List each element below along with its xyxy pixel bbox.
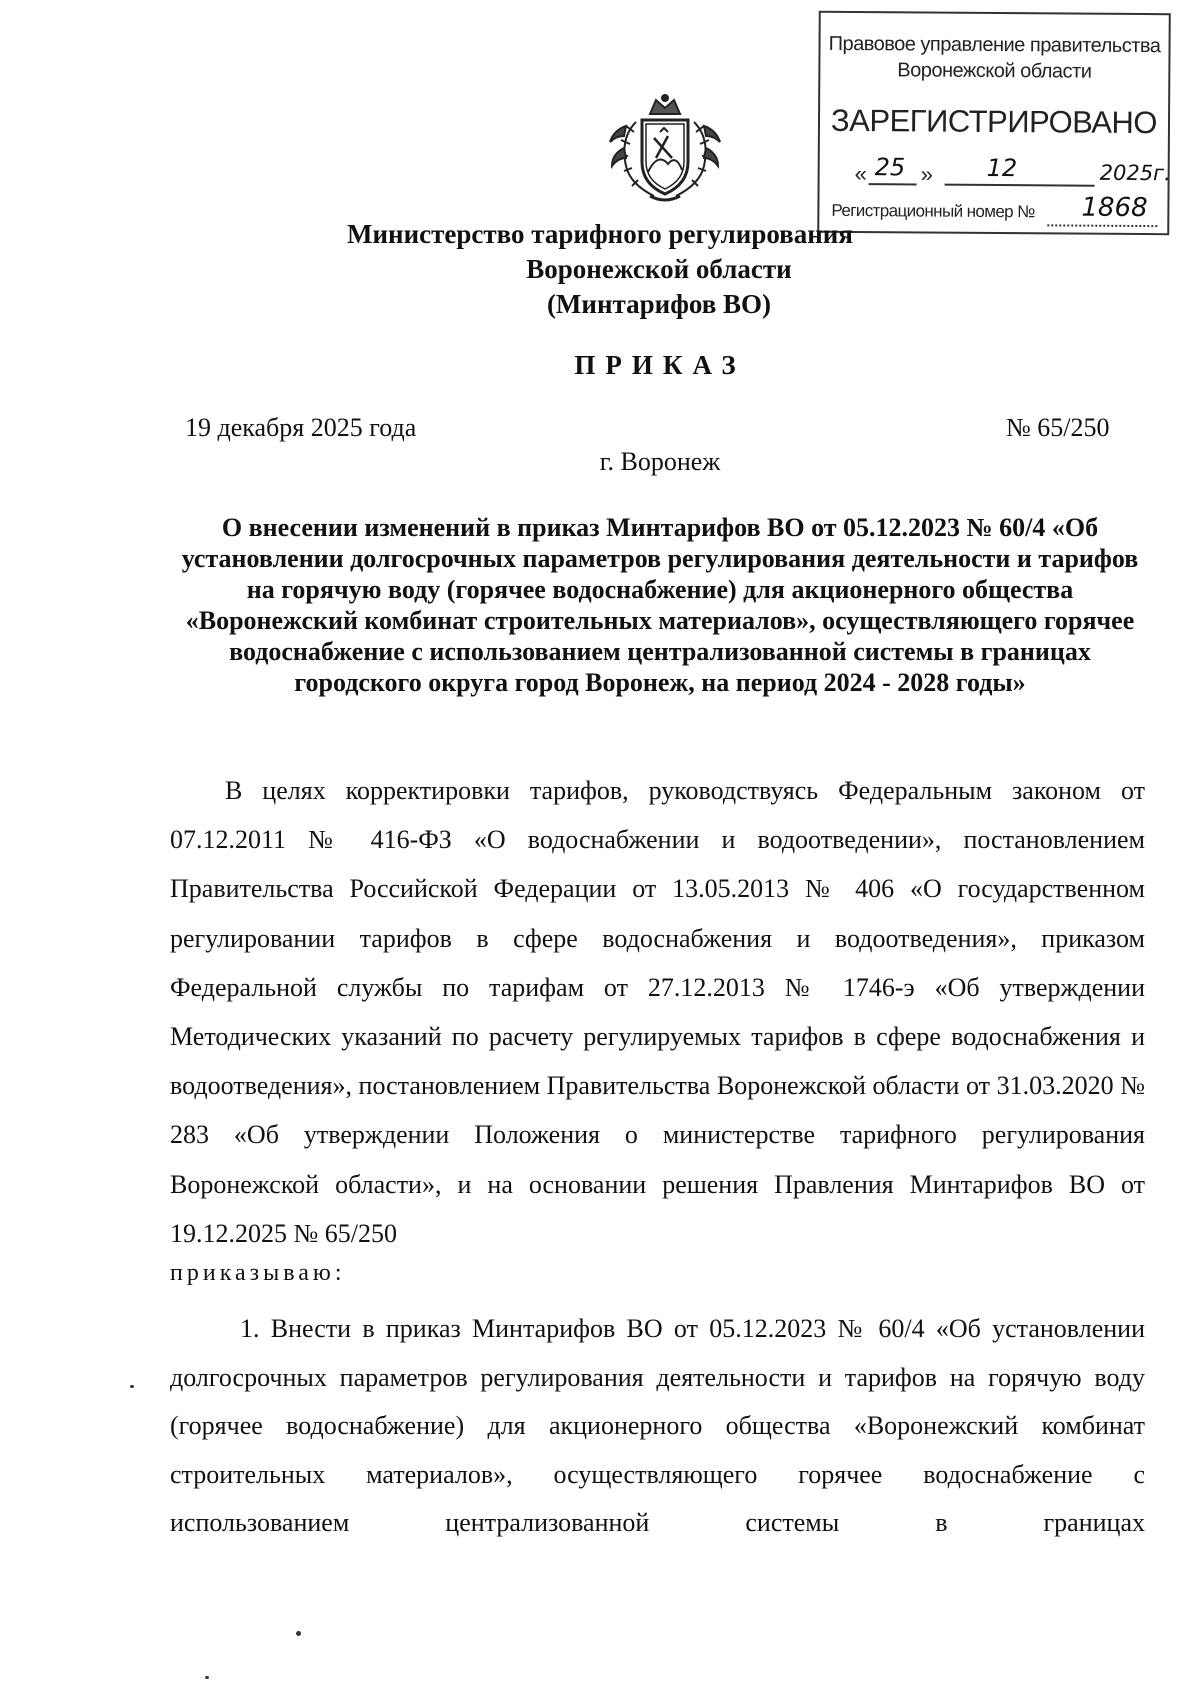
stamp-date: « 25 » 12 2025г. <box>854 153 1171 187</box>
registration-stamp <box>817 11 1171 235</box>
stamp-month: 12 <box>986 153 1018 183</box>
document-type: ПРИКАЗ <box>574 350 746 380</box>
document-number: № 65/250 <box>1006 413 1110 442</box>
stamp-day: 25 <box>874 153 906 182</box>
document-subject: О внесении изменений в приказ Минтарифов ВО от 05.12.2023 № 60/4 «Об установлении долгосрочных параметров регулирования деятельности и тарифов на горячую воду (горячее водоснабжение) для акционерного общества «Воронежский комбинат строительных материалов», осуществляющего горячее водоснабжение с использованием централизованной системы в границах городского округа город Воронеж, на период 2024 - 2028 годы» <box>181 513 1139 697</box>
stamp-year: 2025г. <box>1099 160 1171 186</box>
order-item-1: 1. Внести в приказ Минтарифов ВО от 05.12.2023 № 60/4 «Об установлении долгосрочных параметров регулирования деятельности и тарифов на горячую воду (горячее водоснабжение) для акционерного общества «Воронежский комбинат строительных материалов», осуществляющего горячее водоснабжение с использованием централизованной системы в границах <box>170 1314 1145 1537</box>
org-name: Министерство тарифного регулирования Воронежской области (Минтарифов ВО) <box>347 219 853 319</box>
stamp-reg-number: 1868 <box>1081 192 1148 224</box>
stamp-reg-label: Регистрационный номер № <box>831 200 1035 222</box>
document-city: г. Воронеж <box>599 447 721 476</box>
order-word: приказываю: <box>170 1260 346 1286</box>
preamble-paragraph: В целях корректировки тарифов, руководствуясь Федеральным законом от 07.12.2011 № 416-ФЗ «О водоснабжении и водоотведении», постановлением Правительства Российской Федерации от 13.05.2013 № 406 «О государственном регулировании тарифов в сфере водоснабжения и водоотведения», приказом Федеральной службы по тарифам от 27.12.2013 № 1746-э «Об утверждении Методических указаний по расчету регулируемых тарифов в сфере водоснабжения и водоотведения», постановлением Правительства Воронежской области от 31.03.2020 № 283 «Об утверждении Положения о министерстве тарифного регулирования Воронежской области», и на основании решения Правления Минтарифов ВО от 19.12.2025 № 65/250 <box>170 776 1145 1248</box>
stamp-department: Правовое управление правительства Воронежской области <box>828 32 1161 83</box>
stamp-status: ЗАРЕГИСТРИРОВАНО <box>830 102 1158 141</box>
document-date: 19 декабря 2025 года <box>185 413 417 442</box>
coat-of-arms-icon <box>606 92 724 206</box>
